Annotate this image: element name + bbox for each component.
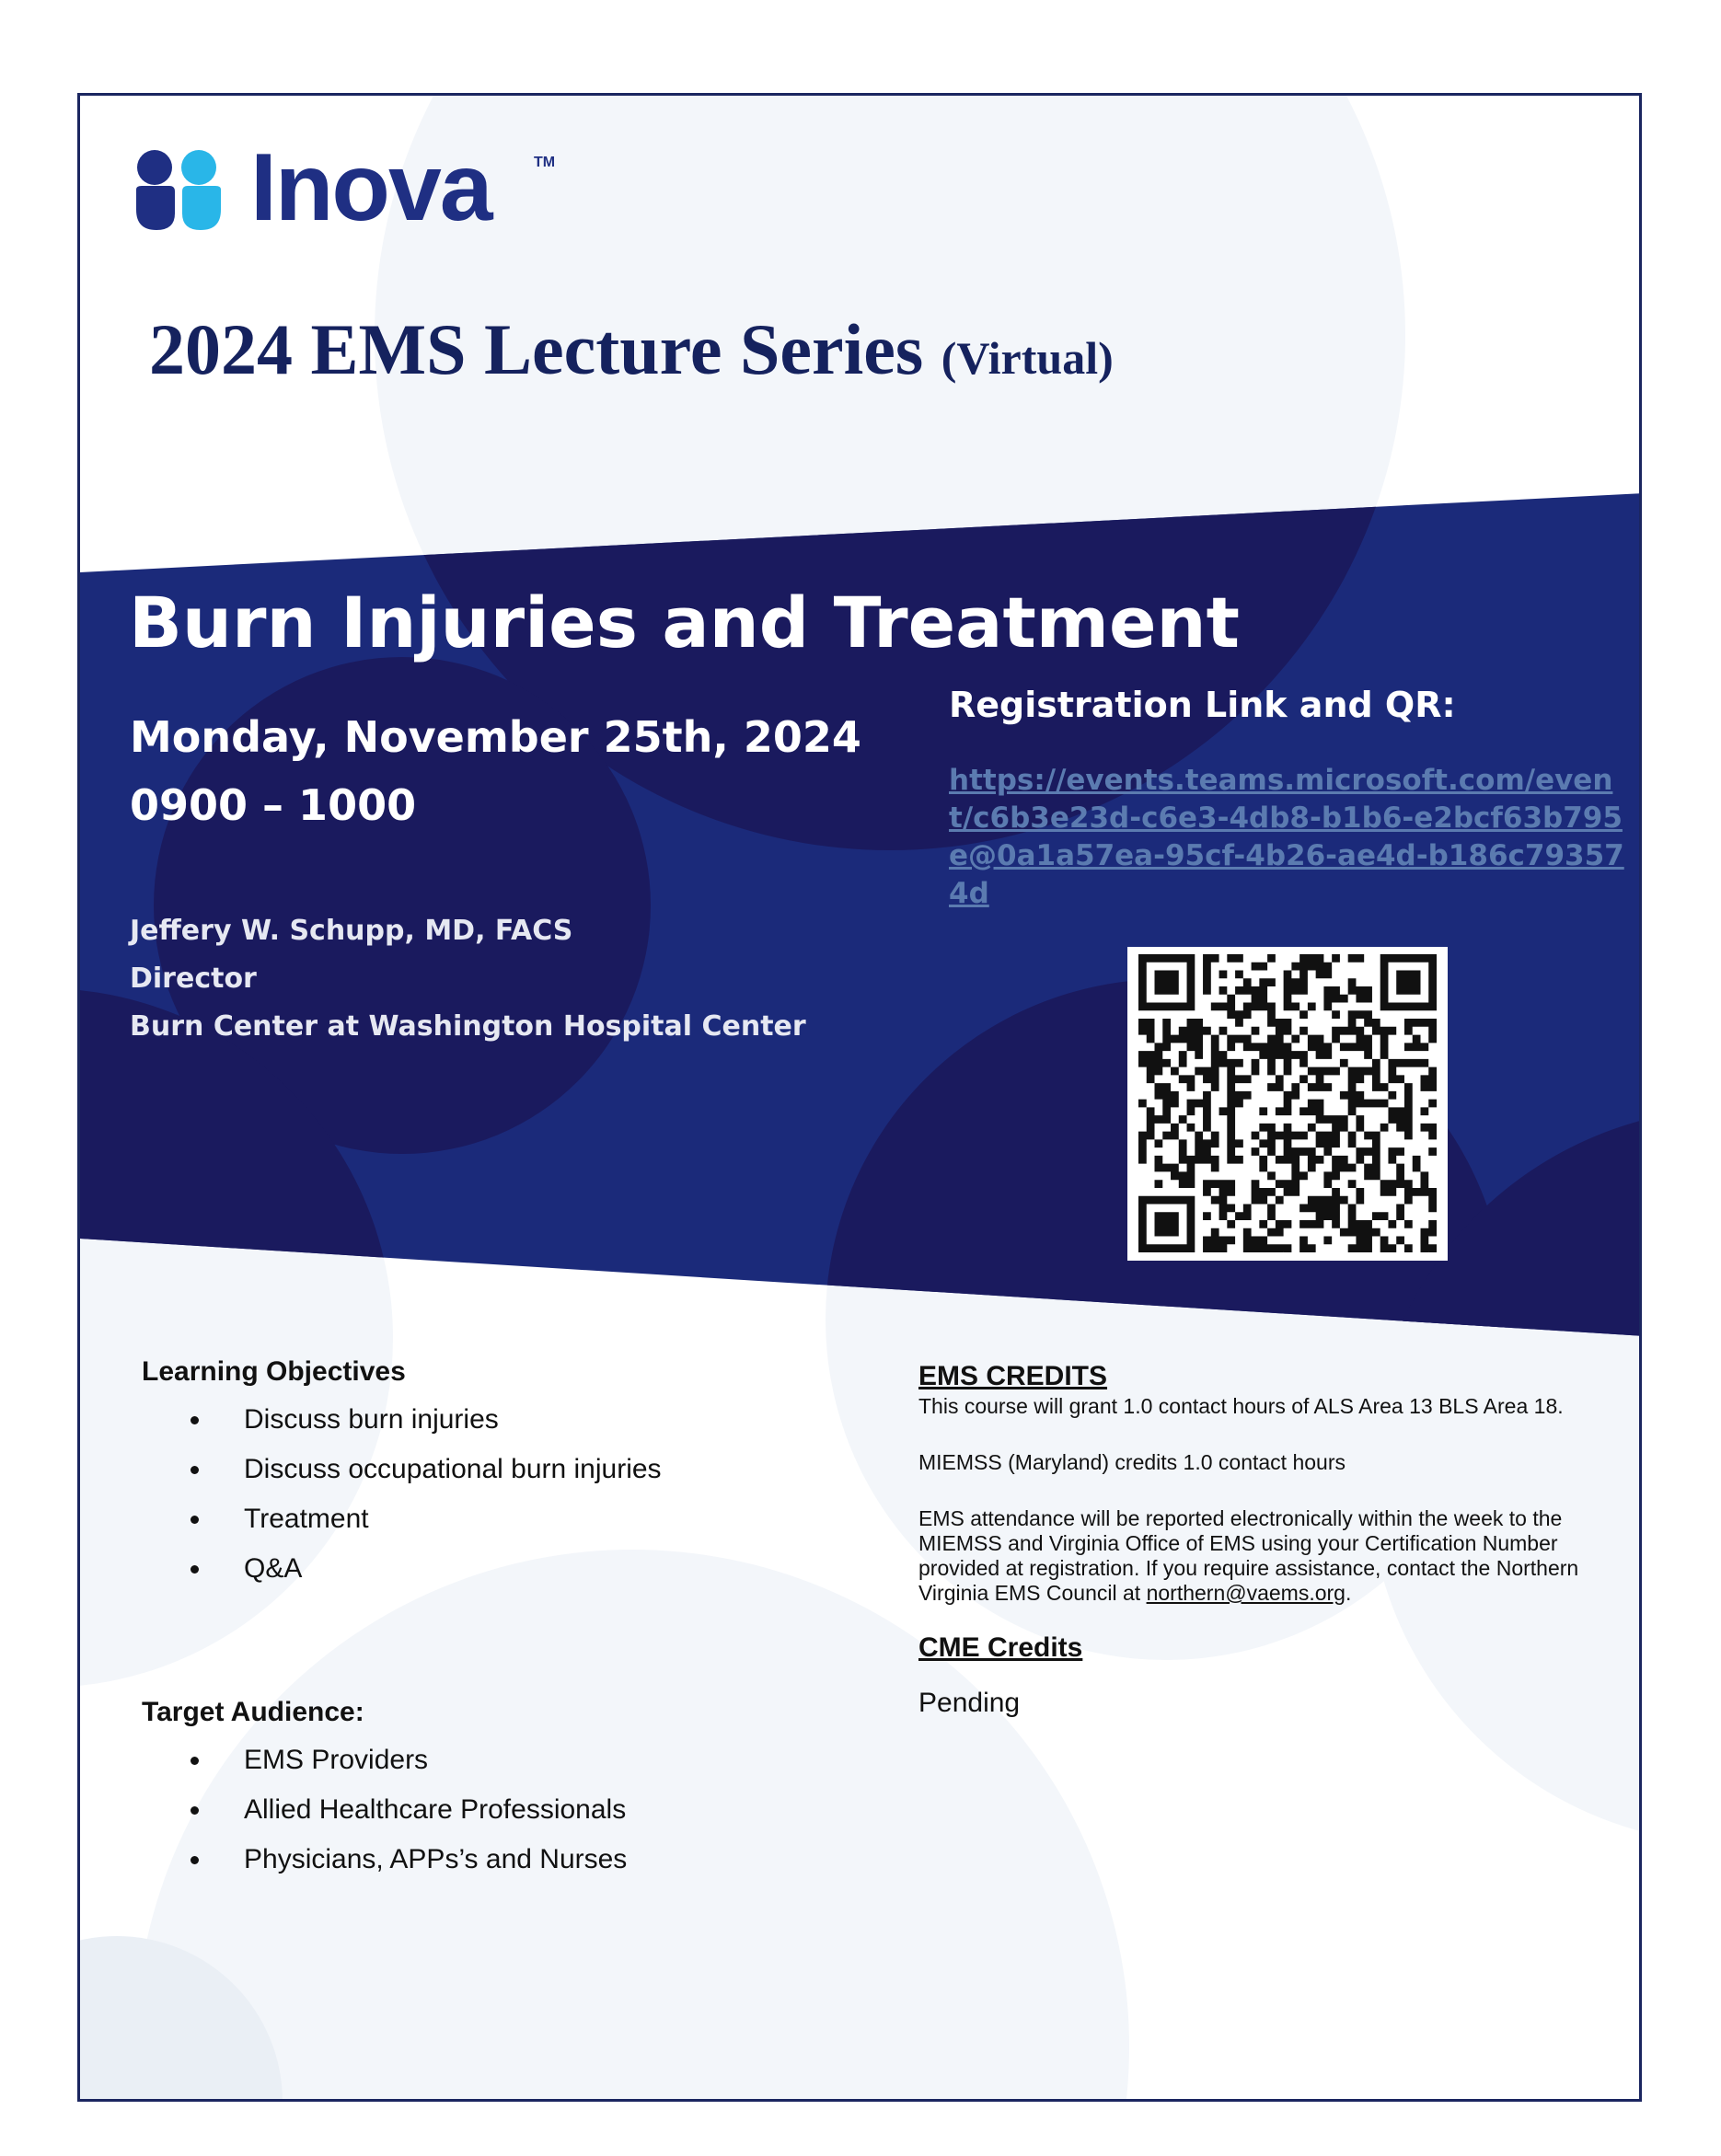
series-title-text: 2024 EMS Lecture Series [149, 309, 924, 389]
speaker-organization: Burn Center at Washington Hospital Center [130, 1010, 806, 1043]
cme-credits-heading: CME Credits [918, 1632, 1083, 1663]
lecture-date: Monday, November 25th, 2024 [130, 712, 861, 762]
speaker-name: Jeffery W. Schupp, MD, FACS [130, 915, 573, 947]
ems-credits-heading: EMS CREDITS [918, 1361, 1108, 1391]
learning-objectives-list [191, 1395, 662, 1594]
registration-qr-code[interactable] [1127, 947, 1448, 1261]
logo-wordmark: Inova [250, 134, 491, 241]
list-item: Physicians, APPs’s and Nurses [191, 1835, 627, 1885]
list-item: Discuss occupational burn injuries [191, 1445, 662, 1494]
registration-label: Registration Link and QR: [949, 685, 1456, 725]
target-audience-list [191, 1735, 627, 1885]
target-audience-heading: Target Audience: [142, 1697, 364, 1727]
inova-petal-logo-icon [129, 142, 230, 234]
qr-code-icon [1138, 954, 1437, 1252]
inova-logo [129, 134, 571, 241]
council-email-link[interactable]: northern@vaems.org [1146, 1581, 1346, 1605]
list-item: Allied Healthcare Professionals [191, 1785, 627, 1835]
series-title [149, 304, 1114, 404]
list-item: Discuss burn injuries [191, 1395, 662, 1445]
flyer-frame [77, 93, 1642, 2102]
lecture-time: 0900 – 1000 [130, 780, 417, 830]
ems-credits-hours: This course will grant 1.0 contact hours of ALS Area 13 BLS Area 18. [918, 1394, 1564, 1418]
logo-trademark: TM [534, 155, 556, 170]
miemss-credits: MIEMSS (Maryland) credits 1.0 contact hours [918, 1450, 1346, 1474]
lecture-title: Burn Injuries and Treatment [129, 582, 1240, 663]
list-item: EMS Providers [191, 1735, 627, 1785]
series-subtitle: (Virtual) [941, 332, 1114, 384]
registration-link[interactable]: https://events.teams.microsoft.com/event/c6b3e23d-c6e3-4db8-b1b6-e2bcf63b795e@0a1a57ea-95cf-4b26-ae4d-b186c793574d [949, 764, 1624, 910]
attendance-note: EMS attendance will be reported electronically within the week to the MIEMSS and Virginia Office of EMS using your Certification Number provided at registration. If you require assistance, contact the Northern Virginia EMS Council at northern@vaems.org. [918, 1506, 1579, 1605]
list-item: Q&A [191, 1544, 662, 1594]
cme-credits-status: Pending [918, 1688, 1021, 1718]
learning-objectives-heading: Learning Objectives [142, 1356, 406, 1387]
speaker-role: Director [130, 963, 257, 995]
list-item: Treatment [191, 1494, 662, 1544]
